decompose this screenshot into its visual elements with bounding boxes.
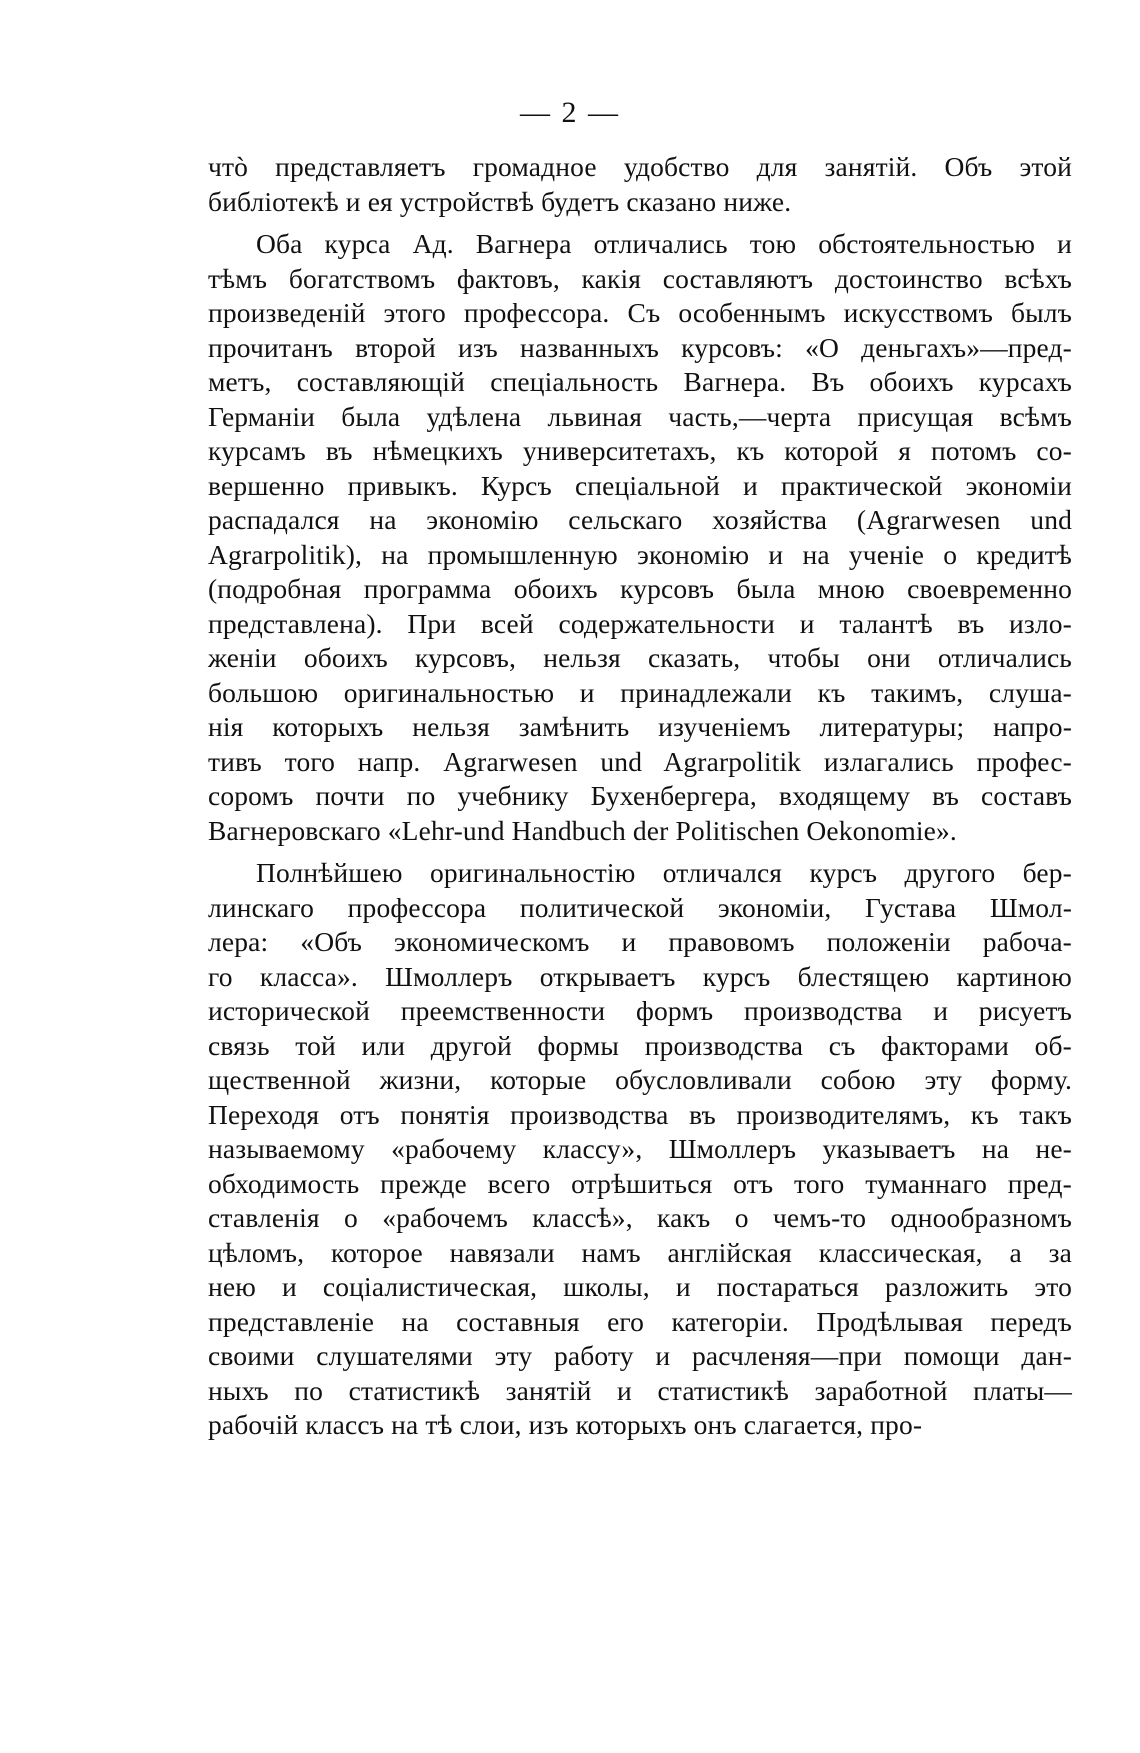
- page-number: — 2 —: [520, 96, 620, 129]
- text-line: линскаго профессора политической экономіи, Густава Шмол-: [208, 891, 1072, 923]
- text-line: го класса». Шмоллеръ открываетъ курсъ блестящею картиною: [208, 960, 1072, 992]
- text-line: Полнѣйшею оригинальностію отличался курсъ другого бер-: [256, 857, 1072, 888]
- text-line: прочитанъ второй изъ названныхъ курсовъ: «О деньгахъ»—пред-: [208, 331, 1072, 363]
- paragraph-gap: [208, 219, 1072, 227]
- paragraph: [208, 150, 1072, 219]
- text-line: Переходя отъ понятія производства въ производителямъ, къ такъ: [208, 1098, 1072, 1130]
- paragraph: [208, 227, 1072, 848]
- text-line: связь той или другой формы производства съ факторами об-: [208, 1029, 1072, 1061]
- text-line: щественной жизни, которые обусловливали собою эту форму.: [208, 1064, 1072, 1095]
- text-line: тивъ того напр. Agrarwesen und Agrarpolitik излагались профес-: [208, 745, 1072, 777]
- text-line: Оба курса Ад. Вагнера отличались тою обстоятельностью и: [256, 228, 1072, 259]
- text-line: цѣломъ, которое навязали намъ англійская классическая, а за: [208, 1236, 1072, 1268]
- text-line: Вагнеровскаго «Lehr-und Handbuch der Politischen Oekonomie».: [208, 814, 957, 846]
- text-line: рабочій классъ на тѣ слои, изъ которыхъ онъ слагается, про-: [208, 1409, 923, 1440]
- text-line: распадался на экономію сельскаго хозяйства (Agrarwesen und: [208, 504, 1072, 535]
- text-line: представлена). При всей содержательности и талантѣ въ изло-: [208, 607, 1072, 639]
- text-line: соромъ почти по учебнику Бухенбергера, входящему въ составъ: [208, 780, 1072, 811]
- text-line: Agrarpolitik), на промышленную экономію и на ученіе о кредитѣ: [208, 538, 1072, 570]
- text-line: нія которыхъ нельзя замѣнить изученіемъ литературы; напро-: [208, 711, 1072, 742]
- text-line: нею и соціалистическая, школы, и постараться разложить это: [208, 1271, 1072, 1302]
- text-line: большою оригинальностью и принадлежали къ такимъ, слуша-: [208, 676, 1072, 708]
- body-text: [208, 150, 1072, 1443]
- text-line: ныхъ по статистикѣ занятій и статистикѣ заработной платы—: [208, 1374, 1072, 1406]
- text-line: называемому «рабочему классу», Шмоллеръ указываетъ на не-: [208, 1133, 1072, 1164]
- text-line: метъ, составляющій спеціальность Вагнера. Въ обоихъ курсахъ: [208, 366, 1072, 397]
- text-line: женіи обоихъ курсовъ, нельзя сказать, чтобы они отличались: [208, 642, 1072, 673]
- text-line: тѣмъ богатствомъ фактовъ, какія составляютъ достоинство всѣхъ: [208, 262, 1072, 294]
- text-line: лера: «Объ экономическомъ и правовомъ положеніи рабоча-: [208, 926, 1072, 957]
- text-line: произведеній этого профессора. Съ особеннымъ искусствомъ былъ: [208, 297, 1072, 328]
- text-line: Германіи была удѣлена львиная часть,—черта присущая всѣмъ: [208, 400, 1072, 432]
- text-line: исторической преемственности формъ производства и рисуетъ: [208, 995, 1072, 1026]
- text-line: своими слушателями эту работу и расчленяя—при помощи дан-: [208, 1340, 1072, 1371]
- text-line: (подробная программа обоихъ курсовъ была мною своевременно: [208, 573, 1072, 604]
- paragraph: [208, 856, 1072, 1443]
- text-line: представленіе на составныя его категоріи. Продѣлывая передъ: [208, 1305, 1072, 1337]
- text-line: ставленія о «рабочемъ классѣ», какъ о чемъ-то однообразномъ: [208, 1202, 1072, 1233]
- text-line: чтò представляетъ громадное удобство для занятій. Объ этой: [208, 151, 1072, 182]
- paragraph-gap: [208, 848, 1072, 856]
- text-line: обходимость прежде всего отрѣшиться отъ того туманнаго пред-: [208, 1167, 1072, 1199]
- text-line: вершенно привыкъ. Курсъ спеціальной и практической экономіи: [208, 469, 1072, 501]
- text-line: курсамъ въ нѣмецкихъ университетахъ, къ которой я потомъ со-: [208, 435, 1072, 466]
- text-line: библіотекѣ и ея устройствѣ будетъ сказано ниже.: [208, 185, 792, 217]
